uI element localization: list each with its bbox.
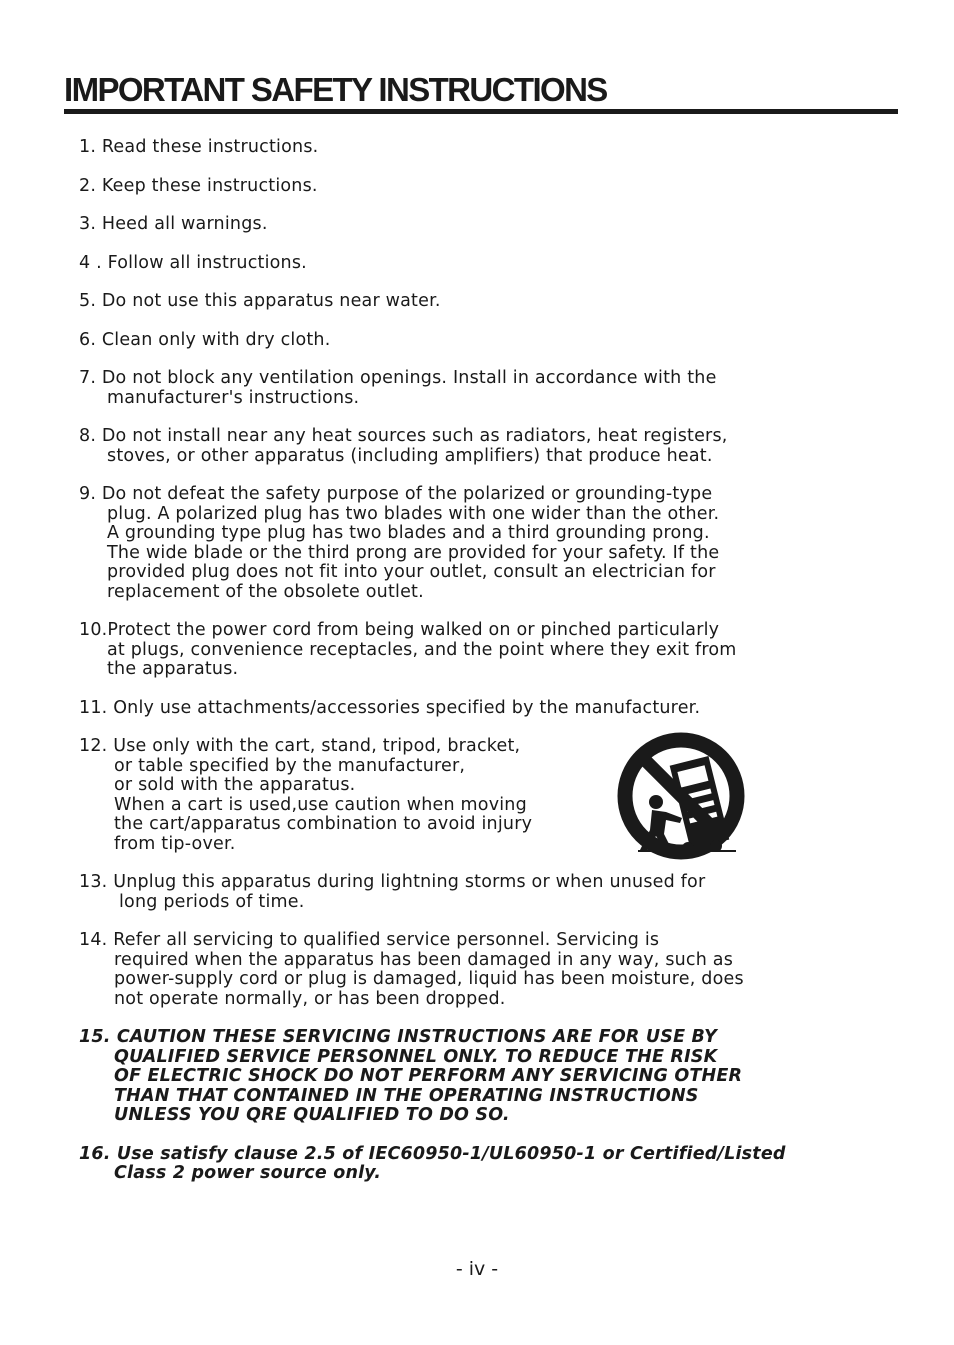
- item-line: 6. Clean only with dry cloth.: [79, 329, 331, 350]
- item-line: the cart/apparatus combination to avoid injury: [114, 814, 533, 834]
- item-line: at plugs, convenience receptacles, and the point where they exit from: [107, 639, 737, 660]
- item-line: power-supply cord or plug is damaged, liquid has been moisture, does: [114, 969, 744, 989]
- item-line: THAN THAT CONTAINED IN THE OPERATING INSTRUCTIONS: [114, 1085, 699, 1106]
- instruction-item-4: [79, 254, 849, 274]
- item-line: UNLESS YOU QRE QUALIFIED TO DO SO.: [114, 1105, 510, 1125]
- item-line: A grounding type plug has two blades and a third grounding prong.: [107, 523, 710, 543]
- item-line: plug. A polarized plug has two blades with one wider than the other.: [107, 503, 720, 524]
- item-line: 7. Do not block any ventilation openings. Install in accordance with the: [79, 368, 717, 388]
- instruction-item-5: [79, 292, 849, 312]
- item-line: 3. Heed all warnings.: [79, 214, 268, 234]
- item-line: manufacturer's instructions.: [107, 387, 360, 408]
- item-line: 10.Protect the power cord from being walked on or pinched particularly: [79, 620, 720, 640]
- instruction-item-14: [79, 931, 849, 1009]
- item-line: or table specified by the manufacturer,: [114, 755, 466, 776]
- caution-item-16: [79, 1145, 849, 1184]
- page-number: - iv -: [455, 1258, 499, 1280]
- item-line: 4 . Follow all instructions.: [79, 252, 307, 273]
- item-line: 1. Read these instructions.: [79, 137, 319, 157]
- item-line: replacement of the obsolete outlet.: [107, 581, 424, 602]
- item-line: OF ELECTRIC SHOCK DO NOT PERFORM ANY SERVICING OTHER: [114, 1066, 743, 1086]
- instruction-list: [79, 138, 849, 1203]
- item-line: the apparatus.: [107, 659, 239, 679]
- item-line: QUALIFIED SERVICE PERSONNEL ONLY. TO REDUCE THE RISK: [114, 1046, 718, 1067]
- item-line: The wide blade or the third prong are provided for your safety. If the: [107, 542, 720, 563]
- instruction-item-2: [79, 177, 849, 197]
- item-line: 8. Do not install near any heat sources such as radiators, heat registers,: [79, 426, 728, 446]
- instruction-item-7: [79, 369, 849, 408]
- instruction-item-10: [79, 621, 849, 680]
- item-line: 5. Do not use this apparatus near water.: [79, 291, 441, 311]
- item-line: 15. CAUTION THESE SERVICING INSTRUCTIONS ARE FOR USE BY: [79, 1027, 717, 1047]
- instruction-item-6: [79, 331, 849, 351]
- item-line: 9. Do not defeat the safety purpose of the polarized or grounding-type: [79, 484, 713, 504]
- caution-item-15: [79, 1028, 849, 1126]
- item-line: 13. Unplug this apparatus during lightning storms or when unused for: [79, 872, 706, 892]
- item-line: required when the apparatus has been damaged in any way, such as: [114, 949, 734, 970]
- item-line: 16. Use satisfy clause 2.5 of IEC60950-1/UL60950-1 or Certified/Listed: [79, 1143, 786, 1164]
- instruction-item-1: [79, 138, 849, 158]
- instruction-item-11: [79, 699, 849, 719]
- item-line: 11. Only use attachments/accessories specified by the manufacturer.: [79, 697, 701, 718]
- item-line: When a cart is used,use caution when moving: [114, 794, 527, 815]
- instruction-item-3: [79, 215, 849, 235]
- item-line: or sold with the apparatus.: [114, 775, 356, 795]
- item-line: provided plug does not fit into your outlet, consult an electrician for: [107, 562, 716, 582]
- item-line: from tip-over.: [114, 833, 236, 854]
- instruction-item-8: [79, 427, 849, 466]
- cart-tip-over-warning-icon: [616, 730, 746, 862]
- page-title: IMPORTANT SAFETY INSTRUCTIONS: [64, 71, 607, 108]
- instruction-item-13: [79, 873, 849, 912]
- item-line: not operate normally, or has been dropped.: [114, 988, 506, 1009]
- item-line: 12. Use only with the cart, stand, tripod, bracket,: [79, 736, 521, 756]
- item-line: stoves, or other apparatus (including amplifiers) that produce heat.: [107, 445, 713, 466]
- item-line: 2. Keep these instructions.: [79, 175, 318, 196]
- item-line: 14. Refer all servicing to qualified service personnel. Servicing is: [79, 930, 660, 950]
- title-rule: [64, 109, 898, 114]
- item-line: long periods of time.: [119, 891, 305, 912]
- instruction-item-9: [79, 485, 849, 602]
- item-line: Class 2 power source only.: [114, 1163, 382, 1183]
